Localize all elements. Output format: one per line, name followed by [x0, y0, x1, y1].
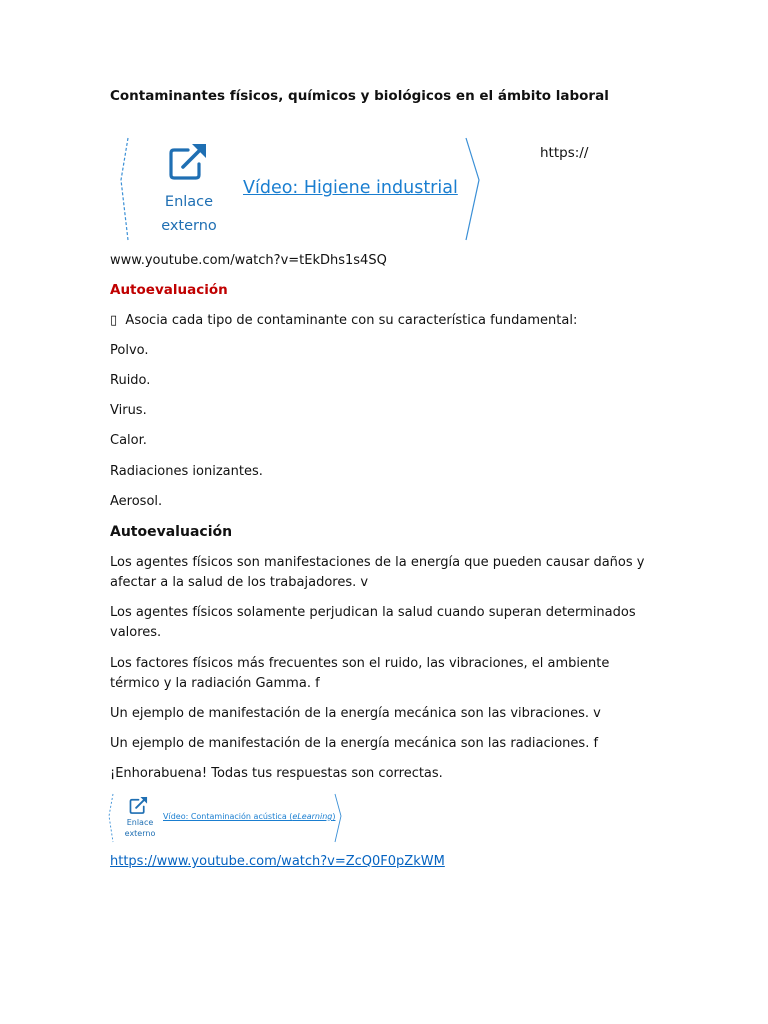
list-item: Polvo.	[110, 343, 149, 358]
external-link-card-acustica[interactable]	[106, 792, 346, 844]
section-heading-autoevaluacion-1: Autoevaluación	[110, 282, 228, 298]
statement: Un ejemplo de manifestación de la energía mecánica son las vibraciones. v	[110, 706, 601, 721]
document-title: Contaminantes físicos, químicos y biológicos en el ámbito laboral	[110, 88, 609, 104]
external-link-card-higiene[interactable]	[118, 136, 483, 244]
url-text-1: www.youtube.com/watch?v=tEkDhs1s4SQ	[110, 253, 387, 268]
statement: Los agentes físicos solamente perjudican la salud cuando superan determinados valores.	[110, 605, 636, 640]
result-message: ¡Enhorabuena! Todas tus respuestas son correctas.	[110, 766, 443, 781]
external-link-icon	[168, 142, 210, 180]
list-item: Calor.	[110, 433, 147, 448]
list-item: Aerosol.	[110, 494, 163, 509]
section-heading-autoevaluacion-2: Autoevaluación	[110, 524, 233, 540]
list-item: Radiaciones ionizantes.	[110, 464, 263, 479]
youtube-link[interactable]: https://www.youtube.com/watch?v=ZcQ0F0pZkWM	[110, 854, 445, 869]
statement: Los factores físicos más frecuentes son el ruido, las vibraciones, el ambiente térmico y la radiación Gamma. f	[110, 656, 610, 691]
association-prompt	[110, 311, 577, 331]
missing-glyph-icon: ▯	[110, 313, 118, 328]
list-item: Virus.	[110, 403, 147, 418]
statement: Los agentes físicos son manifestaciones de la energía que pueden causar daños y afectar a la salud de los trabajadores. v	[110, 555, 645, 590]
prompt-text: Asocia cada tipo de contaminante con su característica fundamental:	[125, 313, 578, 328]
statement: Un ejemplo de manifestación de la energía mecánica son las radiaciones. f	[110, 736, 599, 751]
external-link-label: Enlace externo	[161, 194, 217, 234]
list-item: Ruido.	[110, 373, 151, 388]
external-link-icon	[129, 796, 149, 814]
external-link-label: Enlace externo	[124, 818, 156, 838]
video-link-title[interactable]: Vídeo: Higiene industrial	[243, 178, 458, 198]
https-prefix: https://	[540, 145, 589, 161]
video-link-title[interactable]: Vídeo: Contaminación acústica (eLearning)	[163, 812, 336, 821]
